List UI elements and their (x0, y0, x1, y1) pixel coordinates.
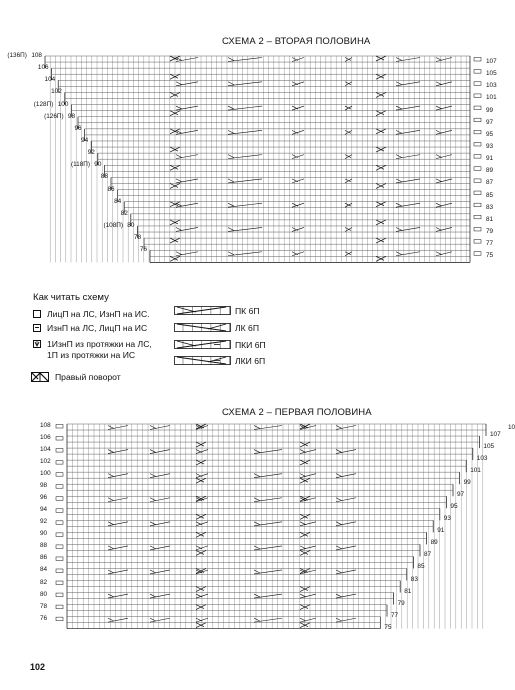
bottom-right-row-label: 87 (424, 551, 432, 559)
top-grid-lines (45, 56, 481, 262)
bottom-left-row-label: 98 (40, 482, 48, 490)
bottom-left-row-label: 86 (40, 554, 48, 562)
top-left-row-label: 100 (57, 100, 69, 108)
top-right-row-label: 91 (486, 155, 494, 163)
legend-cable-1: ПК 6П (235, 306, 260, 316)
top-right-row-label: 79 (486, 227, 494, 235)
bottom-right-row-label: 83 (410, 575, 418, 583)
bottom-left-row-label: 92 (40, 518, 48, 526)
bottom-right-row-label: 85 (417, 563, 425, 571)
top-right-row-label: 101 (486, 94, 497, 102)
bottom-left-row-label: 88 (40, 542, 48, 550)
top-right-row-label: 105 (486, 70, 497, 78)
top-right-row-label: 77 (486, 240, 494, 248)
top-right-row-label: 85 (486, 191, 494, 199)
top-left-row-label: 98 (67, 112, 75, 120)
bottom-right-top-label: 10 (508, 424, 515, 431)
bottom-right-row-label: 107 (490, 431, 501, 439)
bottom-left-row-label: 78 (40, 602, 48, 610)
top-left-row-label: 92 (87, 149, 95, 157)
top-right-row-label: 81 (486, 215, 494, 223)
top-stitch-count: (118П) (70, 161, 90, 169)
bottom-left-row-label: 102 (40, 458, 51, 466)
top-right-row-label: 97 (486, 118, 494, 126)
bottom-right-row-label: 77 (391, 611, 399, 619)
top-left-row-label: 108 (31, 52, 42, 59)
bottom-left-row-label: 84 (40, 566, 48, 574)
bottom-right-row-label: 101 (470, 467, 481, 475)
top-right-row-label: 99 (486, 106, 494, 114)
top-left-row-label: 90 (94, 161, 102, 169)
bottom-left-row-label: 96 (40, 494, 48, 502)
top-right-row-label: 95 (486, 130, 494, 138)
legend-heading: Как читать схему (33, 292, 109, 303)
top-stitch-count: (108П) (103, 221, 123, 229)
top-right-row-label: 75 (486, 252, 494, 260)
top-left-row-label: 80 (127, 221, 135, 229)
top-right-row-label: 83 (486, 203, 494, 211)
bottom-right-row-label: 105 (483, 443, 495, 451)
legend-item-knit: ЛицП на ЛС, ИзнП на ИС. (47, 309, 150, 319)
top-right-row-label: 89 (486, 167, 494, 175)
legend-cable-4: ЛКИ 6П (235, 356, 266, 366)
top-stitch-count: (126П) (44, 112, 64, 120)
cable-right-6-icon (175, 307, 231, 315)
cable-left-6-icon (175, 324, 231, 332)
top-left-row-label: 86 (107, 185, 115, 193)
legend-cable-2: ЛК 6П (235, 323, 259, 333)
dash-square-icon (33, 324, 41, 332)
bottom-right-row-label: 93 (443, 515, 451, 523)
page-number: 102 (30, 662, 46, 672)
top-left-row-label: 76 (139, 246, 147, 254)
top-left-row-label: 88 (100, 173, 108, 181)
bottom-left-row-label: 90 (40, 530, 48, 538)
bottom-right-row-label: 99 (463, 479, 471, 487)
top-right-row-label: 107 (486, 58, 497, 65)
legend-item-increase: 1ИзнП из протяжки на ЛС, (47, 339, 152, 349)
bottom-left-row-label: 106 (40, 434, 51, 442)
bottom-right-row-label: 75 (384, 623, 392, 631)
top-left-row-label: 96 (74, 124, 82, 132)
bottom-left-row-label: 108 (40, 422, 51, 429)
top-left-row-label: 78 (133, 234, 141, 242)
top-chart-title: СХЕМА 2 – ВТОРАЯ ПОЛОВИНА (222, 36, 371, 47)
bottom-right-row-label: 81 (404, 587, 412, 595)
top-left-row-label: 102 (51, 88, 62, 96)
top-right-row-label: 93 (486, 142, 494, 150)
bottom-left-row-label: 100 (40, 470, 51, 478)
bottom-right-row-label: 91 (437, 527, 445, 535)
bottom-left-row-label: 94 (40, 506, 48, 514)
legend-item-purl: ИзнП на ЛС, ЛицП на ИС (47, 323, 148, 333)
top-left-row-label: 104 (44, 76, 56, 84)
top-right-row-label: 87 (486, 179, 494, 187)
blank-square-icon (33, 310, 41, 318)
bottom-chart-title: СХЕМА 2 – ПЕРВАЯ ПОЛОВИНА (222, 407, 372, 418)
bottom-right-row-label: 89 (430, 539, 438, 547)
cable-icons (174, 306, 234, 366)
top-stitch-count: (136П) (7, 52, 27, 59)
bottom-left-row-label: 104 (40, 446, 51, 454)
top-left-row-label: 106 (37, 64, 49, 72)
top-stitch-count: (128П) (33, 100, 54, 108)
bottom-grid-lines (56, 424, 486, 629)
legend-cable-3: ПКИ 6П (235, 340, 266, 350)
top-left-row-label: 94 (81, 136, 89, 144)
bottom-right-row-label: 79 (397, 599, 405, 607)
right-twist-icon (31, 372, 49, 382)
legend-item-twist: Правый поворот (55, 372, 121, 382)
top-left-row-label: 82 (120, 209, 128, 217)
increase-square-icon (33, 340, 41, 348)
bottom-right-row-label: 103 (476, 455, 488, 463)
top-left-row-label: 84 (114, 197, 122, 205)
bottom-left-row-label: 80 (40, 590, 48, 598)
cable-left-purl-6-icon (175, 357, 231, 365)
top-right-row-label: 103 (486, 82, 497, 90)
bottom-left-row-label: 76 (40, 614, 48, 622)
bottom-right-row-label: 97 (457, 491, 465, 499)
bottom-left-row-label: 82 (40, 578, 48, 586)
legend-item-increase-line2: 1П из протяжки на ИС (47, 350, 136, 360)
cable-right-purl-6-icon (175, 341, 231, 349)
bottom-right-row-label: 95 (450, 503, 458, 511)
